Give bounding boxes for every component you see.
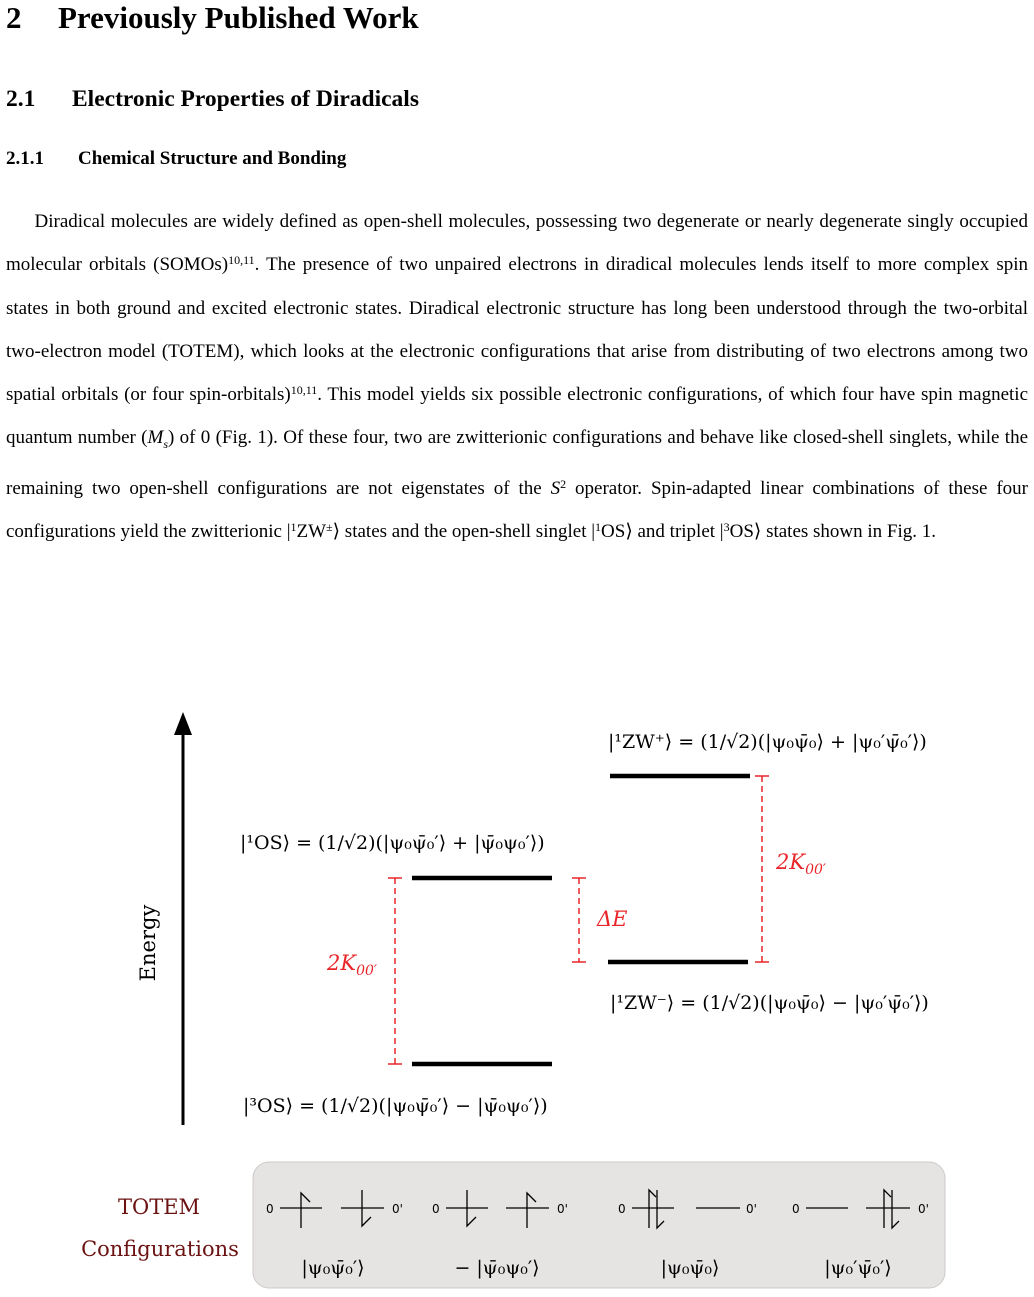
gap-marker-delta bbox=[572, 878, 586, 962]
orbital-label-0: 0 bbox=[266, 1202, 274, 1216]
state-label-os-singlet: |¹OS⟩ = (1/√2)(|ψ₀ψ̄₀′⟩ + |ψ̄₀ψ₀′⟩) bbox=[240, 832, 545, 854]
s-exponent: 2 bbox=[560, 476, 567, 491]
gap-marker-left bbox=[388, 878, 402, 1064]
ms-symbol: $M_s$ bbox=[147, 427, 168, 452]
state-label-zw-minus: |¹ZW⁻⟩ = (1/√2)(|ψ₀ψ̄₀⟩ − |ψ₀′ψ̄₀′⟩) bbox=[610, 992, 929, 1014]
orbital-label-0-prime: 0' bbox=[746, 1202, 757, 1216]
para-text-8: ⟩ states shown in Fig. 1. bbox=[753, 520, 937, 542]
para-text-1: Diradical molecules are widely defined as open-shell molecules, possessing two degenerate or nearly degenerate singly occupied molecular orbitals (SOMOs) bbox=[6, 211, 1028, 276]
totem-label-line1: TOTEM bbox=[117, 1195, 201, 1219]
config-4-ket: |ψ₀′ψ̄₀′⟩ bbox=[824, 1257, 892, 1279]
s-symbol: S bbox=[550, 477, 561, 499]
subsubsection-title: Chemical Structure and Bonding bbox=[78, 148, 347, 169]
subsubsection-number: 2.1.1 bbox=[6, 148, 44, 169]
gap-marker-right bbox=[755, 776, 769, 962]
gap-label-right: $2K_{00'}$ bbox=[776, 850, 827, 878]
config-3-ket: |ψ₀ψ̄₀⟩ bbox=[660, 1257, 720, 1279]
totem-label-line2: Configurations bbox=[81, 1237, 239, 1261]
state-label-os-triplet: |³OS⟩ = (1/√2)(|ψ₀ψ̄₀′⟩ − |ψ̄₀ψ₀′⟩) bbox=[243, 1095, 548, 1117]
state-label-zw-plus: |¹ZW⁺⟩ = (1/√2)(|ψ₀ψ̄₀⟩ + |ψ₀′ψ̄₀′⟩) bbox=[608, 731, 927, 753]
gap-label-delta: ΔE bbox=[597, 907, 628, 931]
para-text-6: ⟩ states and the open-shell singlet | bbox=[332, 520, 596, 542]
config-1-ket: |ψ₀ψ̄₀′⟩ bbox=[301, 1257, 365, 1279]
para-text-3: . This model yields six possible electronic configurations, of which four have spin magnetic quantum number ( bbox=[6, 384, 1029, 449]
orbital-label-0: 0 bbox=[432, 1202, 440, 1216]
body-paragraph: Diradical molecules are widely defined as open-shell molecules, possessing two degenerate or nearly degenerate singly occupied molecular orbitals (SOMOs)$^{10,11}$. The presence of two unpaired electrons in diradical molecules lends itself to more complex spin states in both ground and excited electronic states. Diradical electronic structure has long been understood through the two-orbital two-electron model (TOTEM), which looks at the electronic configurations that arise from distributing of two electrons among two spatial orbitals (or four spin-orbitals)$^{10,11}$. This model yields six possible electronic configurations, of which four have spin magnetic quantum number $(M_s)$ of 0 (Fig. 1). Of these four, two are zwitterionic configurations and behave like closed-shell singlets, while the remaining two open-shell configurations are not eigenstates of the $S^2$ operator. Spin-adapted linear combinations of these four configurations yield the zwitterionic $|^1ZW^\pm⟩$ states and the open-shell singlet $|^1OS⟩$ and triplet $|^3OS⟩$ states shown in Fig. 1. bbox=[6, 211, 1029, 542]
orbital-label-0-prime: 0' bbox=[392, 1202, 403, 1216]
section-title: Previously Published Work bbox=[58, 0, 419, 35]
subsection-title: Electronic Properties of Diradicals bbox=[72, 86, 419, 112]
config-2-ket: − |ψ̄₀ψ₀′⟩ bbox=[454, 1257, 540, 1279]
para-text-7: ⟩ and triplet | bbox=[625, 520, 724, 542]
orbital-label-0-prime: 0' bbox=[918, 1202, 929, 1216]
subsection-number: 2.1 bbox=[6, 86, 36, 112]
energy-axis-label: Energy bbox=[136, 904, 160, 982]
citation: 10,11 bbox=[290, 383, 318, 398]
para-text-2: . The presence of two unpaired electrons in diradical molecules lends itself to more complex spin states in both ground and excited electronic states. Diradical electronic structure has long been understood through the two-orbital two-electron model (TOTEM), which looks at the electronic configurations that arise from distributing of two electrons among two spatial orbitals (or four spin-orbitals) bbox=[6, 254, 1028, 406]
section-number: 2 bbox=[6, 0, 22, 35]
orbital-label-0-prime: 0' bbox=[557, 1202, 568, 1216]
para-text-5: operator. Spin-adapted linear combinations of these four configurations yield the zwitterionic | bbox=[6, 477, 1028, 542]
orbital-label-0: 0 bbox=[618, 1202, 626, 1216]
orbital-label-0: 0 bbox=[792, 1202, 800, 1216]
para-text-4: ) of 0 (Fig. 1). Of these four, two are zwitterionic configurations and behave like closed-shell singlets, while the remaining two open-shell configurations are not eigenstates of the bbox=[6, 427, 1029, 499]
gap-label-left: $2K_{00'}$ bbox=[327, 951, 378, 979]
citation: 10,11 bbox=[228, 253, 255, 268]
energy-axis-arrowhead bbox=[174, 712, 192, 735]
